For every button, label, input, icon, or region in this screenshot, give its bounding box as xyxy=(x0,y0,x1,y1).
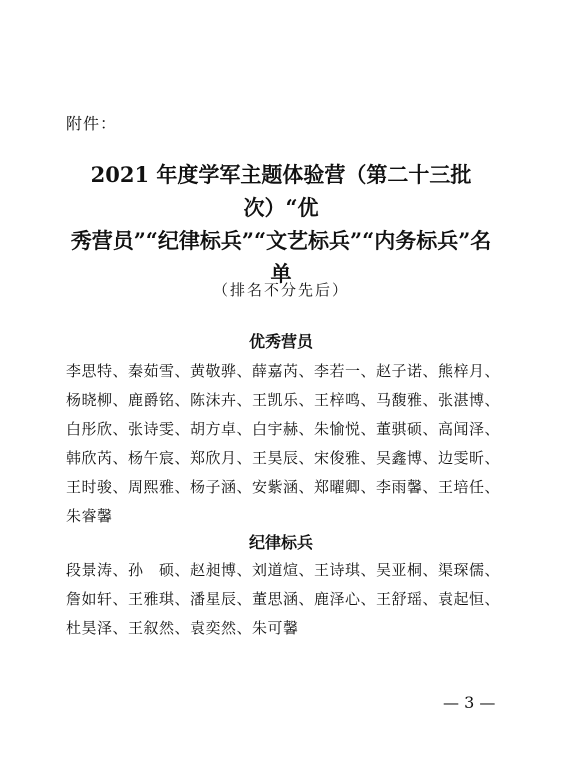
name-list-discipline xyxy=(66,556,506,643)
name-line: 韩欣芮、杨午宸、郑欣月、王昊辰、宋俊雅、吴鑫博、边雯昕、 xyxy=(66,449,501,467)
name-line: 朱睿馨 xyxy=(66,507,113,525)
section-heading-discipline: 纪律标兵 xyxy=(248,533,313,552)
name-line: 詹如轩、王雅琪、潘星辰、董思涵、鹿泽心、王舒瑶、袁起恒、 xyxy=(66,590,501,608)
attachment-label: 附件： xyxy=(66,114,118,133)
name-line: 杨晓柳、鹿爵铭、陈沫卉、王凯乐、王梓鸣、马馥雅、张湛博、 xyxy=(66,391,501,409)
name-line: 王时骏、周熙雅、杨子涵、安紫涵、郑曜卿、李雨馨、王培任、 xyxy=(66,478,501,496)
subtitle-note: （排名不分先后） xyxy=(212,281,349,299)
page-number: — 3 — xyxy=(443,693,496,712)
name-line: 段景涛、孙 硕、赵昶博、刘道煊、王诗琪、吴亚桐、渠琛儒、 xyxy=(66,561,501,579)
name-list-outstanding xyxy=(66,357,506,531)
name-line: 白彤欣、张诗雯、胡方卓、白宇赫、朱愉悦、董骐硕、高闻泽、 xyxy=(66,420,501,438)
name-line: 李思特、秦茹雪、黄敬骅、薛嘉芮、李若一、赵子诺、熊梓月、 xyxy=(66,362,501,380)
name-line: 杜昊泽、王叙然、袁奕然、朱可馨 xyxy=(66,619,299,637)
title-line-3: 单 xyxy=(270,261,292,286)
title-line-1: 2021 年度学军主题体验营（第二十三批次）“优 xyxy=(90,162,472,220)
title-line-2: 秀营员”“纪律标兵”“文艺标兵”“内务标兵”名 xyxy=(70,228,492,253)
section-heading-outstanding: 优秀营员 xyxy=(248,332,313,351)
document-title xyxy=(70,158,492,290)
